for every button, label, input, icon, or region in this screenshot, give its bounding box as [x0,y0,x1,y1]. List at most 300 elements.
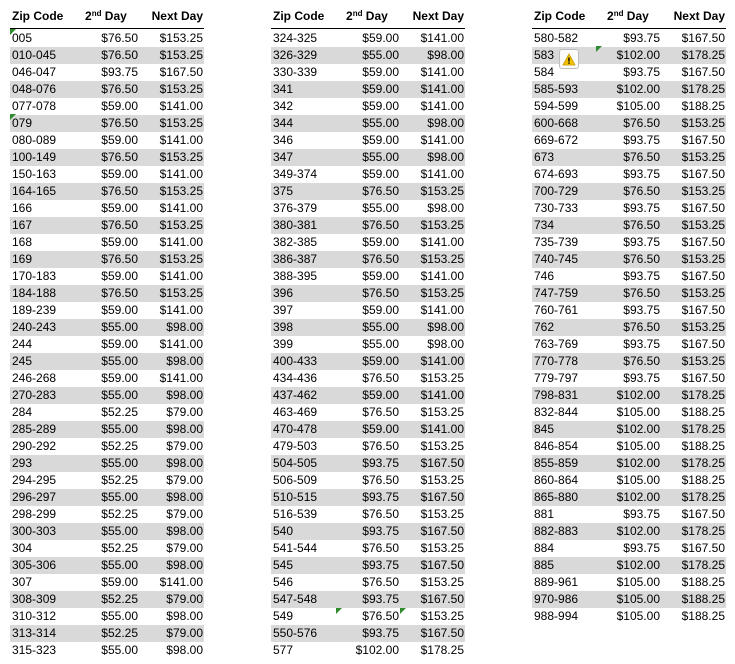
next-day-rate-cell[interactable]: $167.50 [681,507,725,521]
next-day-rate-cell[interactable]: $79.00 [166,405,203,419]
zip-code-cell[interactable]: 580-582 [534,31,579,45]
zip-code-cell[interactable]: 700-729 [534,184,579,198]
table-row[interactable] [532,540,726,557]
zip-code-cell[interactable]: 284 [12,405,33,419]
second-day-rate-cell[interactable]: $76.50 [362,541,399,555]
next-day-rate-cell[interactable]: $153.25 [681,252,725,266]
next-day-rate-cell[interactable]: $98.00 [427,48,464,62]
next-day-rate-cell[interactable]: $141.00 [420,31,464,45]
next-day-rate-cell[interactable]: $178.25 [681,48,725,62]
next-day-rate-cell[interactable]: $98.00 [166,354,203,368]
second-day-rate-cell[interactable]: $59.00 [101,99,138,113]
second-day-rate-cell[interactable]: $76.50 [362,184,399,198]
second-day-rate-cell[interactable]: $55.00 [362,201,399,215]
next-day-rate-cell[interactable]: $98.00 [166,490,203,504]
second-day-rate-cell[interactable]: $76.50 [101,116,138,130]
second-day-rate-cell[interactable]: $76.50 [623,218,660,232]
second-day-rate-cell[interactable]: $55.00 [101,320,138,334]
next-day-rate-cell[interactable]: $141.00 [159,167,203,181]
zip-code-cell[interactable]: 506-509 [273,473,318,487]
next-day-rate-cell[interactable]: $153.25 [681,150,725,164]
next-day-rate-cell[interactable]: $153.25 [420,439,464,453]
table-row[interactable] [10,625,204,642]
table-row[interactable] [271,642,465,659]
table-row[interactable] [271,336,465,353]
second-day-rate-cell[interactable]: $52.25 [101,507,138,521]
second-day-rate-cell[interactable]: $102.00 [616,388,660,402]
second-day-rate-cell[interactable]: $93.75 [623,167,660,181]
table-row[interactable] [10,387,204,404]
table-row[interactable] [10,217,204,234]
table-row[interactable] [532,30,726,47]
table-row[interactable] [10,302,204,319]
second-day-rate-cell[interactable]: $93.75 [362,558,399,572]
zip-code-cell[interactable]: 349-374 [273,167,318,181]
second-day-rate-cell[interactable]: $76.50 [362,609,399,623]
table-row[interactable] [532,234,726,251]
next-day-rate-cell[interactable]: $153.25 [681,286,725,300]
table-row[interactable] [532,98,726,115]
table-row[interactable] [10,166,204,183]
second-day-rate-cell[interactable]: $93.75 [623,541,660,555]
next-day-rate-cell[interactable]: $167.50 [420,524,464,538]
zip-code-cell[interactable]: 463-469 [273,405,318,419]
next-day-rate-cell[interactable]: $79.00 [166,507,203,521]
table-row[interactable] [10,234,204,251]
zip-code-cell[interactable]: 150-163 [12,167,57,181]
second-day-rate-cell[interactable]: $93.75 [623,133,660,147]
second-day-rate-cell[interactable]: $102.00 [616,456,660,470]
table-row[interactable] [271,251,465,268]
next-day-rate-cell[interactable]: $167.50 [420,626,464,640]
zip-code-cell[interactable]: 005 [12,31,33,45]
next-day-rate-cell[interactable]: $153.25 [681,320,725,334]
second-day-rate-cell[interactable]: $52.25 [101,541,138,555]
second-day-rate-cell[interactable]: $55.00 [101,422,138,436]
second-day-rate-cell[interactable]: $59.00 [362,422,399,436]
second-day-rate-cell[interactable]: $76.50 [623,320,660,334]
zip-code-cell[interactable]: 762 [534,320,555,334]
zip-code-cell[interactable]: 346 [273,133,294,147]
comment-indicator-icon[interactable] [336,608,342,614]
next-day-rate-cell[interactable]: $178.25 [681,490,725,504]
next-day-rate-cell[interactable]: $188.25 [681,609,725,623]
table-row[interactable] [271,319,465,336]
table-row[interactable] [271,489,465,506]
next-day-rate-cell[interactable]: $153.25 [420,541,464,555]
next-day-rate-cell[interactable]: $167.50 [681,303,725,317]
table-row[interactable] [10,47,204,64]
zip-code-cell[interactable]: 779-797 [534,371,579,385]
table-row[interactable] [532,472,726,489]
second-day-rate-cell[interactable]: $59.00 [101,303,138,317]
second-day-rate-cell[interactable]: $76.50 [623,184,660,198]
next-day-rate-cell[interactable]: $153.25 [681,354,725,368]
comment-indicator-icon[interactable] [10,29,16,35]
next-day-rate-cell[interactable]: $153.25 [681,184,725,198]
table-row[interactable] [10,115,204,132]
zip-code-cell[interactable]: 740-745 [534,252,579,266]
next-day-rate-cell[interactable]: $98.00 [166,643,203,657]
next-day-rate-cell[interactable]: $153.25 [420,473,464,487]
second-day-rate-cell[interactable]: $105.00 [616,592,660,606]
second-day-rate-cell[interactable]: $59.00 [101,269,138,283]
second-day-rate-cell[interactable]: $59.00 [362,269,399,283]
zip-code-cell[interactable]: 046-047 [12,65,57,79]
second-day-rate-cell[interactable]: $59.00 [101,133,138,147]
zip-code-cell[interactable]: 388-395 [273,269,318,283]
table-row[interactable] [532,370,726,387]
zip-code-cell[interactable]: 747-759 [534,286,579,300]
table-row[interactable] [271,234,465,251]
zip-code-cell[interactable]: 510-515 [273,490,318,504]
second-day-rate-cell[interactable]: $93.75 [623,65,660,79]
zip-code-cell[interactable]: 400-433 [273,354,318,368]
zip-code-cell[interactable]: 884 [534,541,555,555]
table-row[interactable] [10,183,204,200]
table-row[interactable] [271,166,465,183]
second-day-rate-cell[interactable]: $76.50 [101,31,138,45]
table-row[interactable] [10,489,204,506]
second-day-rate-cell[interactable]: $93.75 [623,371,660,385]
next-day-rate-cell[interactable]: $153.25 [159,286,203,300]
next-day-rate-cell[interactable]: $98.00 [166,320,203,334]
table-row[interactable] [532,132,726,149]
second-day-rate-cell[interactable]: $93.75 [362,626,399,640]
zip-code-cell[interactable]: 326-329 [273,48,318,62]
comment-indicator-icon[interactable] [400,608,406,614]
zip-code-cell[interactable]: 600-668 [534,116,579,130]
second-day-rate-cell[interactable]: $76.50 [101,252,138,266]
second-day-rate-cell[interactable]: $105.00 [616,99,660,113]
table-row[interactable] [10,353,204,370]
zip-code-cell[interactable]: 988-994 [534,609,579,623]
table-row[interactable] [532,285,726,302]
next-day-rate-cell[interactable]: $178.25 [681,422,725,436]
table-row[interactable] [271,200,465,217]
table-row[interactable] [271,64,465,81]
second-day-rate-cell[interactable]: $93.75 [623,269,660,283]
zip-code-cell[interactable]: 846-854 [534,439,579,453]
table-row[interactable] [271,591,465,608]
zip-code-cell[interactable]: 549 [273,609,294,623]
zip-code-cell[interactable]: 298-299 [12,507,57,521]
next-day-rate-cell[interactable]: $98.00 [166,524,203,538]
zip-code-cell[interactable]: 300-303 [12,524,57,538]
next-day-rate-cell[interactable]: $98.00 [427,116,464,130]
next-day-rate-cell[interactable]: $153.25 [420,286,464,300]
next-day-rate-cell[interactable]: $79.00 [166,592,203,606]
next-day-rate-cell[interactable]: $141.00 [159,371,203,385]
zip-code-cell[interactable]: 584 [534,65,555,79]
second-day-rate-cell[interactable]: $59.00 [362,235,399,249]
zip-code-cell[interactable]: 516-539 [273,507,318,521]
table-row[interactable] [10,98,204,115]
table-row[interactable] [532,81,726,98]
second-day-rate-cell[interactable]: $55.00 [362,150,399,164]
next-day-rate-cell[interactable]: $141.00 [420,354,464,368]
second-day-rate-cell[interactable]: $52.25 [101,473,138,487]
zip-code-cell[interactable]: 168 [12,235,33,249]
zip-code-cell[interactable]: 305-306 [12,558,57,572]
table-row[interactable] [271,47,465,64]
zip-code-cell[interactable]: 398 [273,320,294,334]
zip-code-cell[interactable]: 304 [12,541,33,555]
next-day-rate-cell[interactable]: $141.00 [420,167,464,181]
next-day-rate-cell[interactable]: $141.00 [420,235,464,249]
second-day-rate-cell[interactable]: $55.00 [362,116,399,130]
zip-code-cell[interactable]: 479-503 [273,439,318,453]
second-day-rate-cell[interactable]: $59.00 [101,575,138,589]
second-day-rate-cell[interactable]: $93.75 [101,65,138,79]
second-day-rate-cell[interactable]: $76.50 [362,218,399,232]
zip-code-cell[interactable]: 735-739 [534,235,579,249]
zip-code-cell[interactable]: 341 [273,82,294,96]
next-day-rate-cell[interactable]: $141.00 [420,133,464,147]
next-day-rate-cell[interactable]: $167.50 [681,235,725,249]
table-row[interactable] [271,81,465,98]
next-day-rate-cell[interactable]: $188.25 [681,575,725,589]
next-day-rate-cell[interactable]: $167.50 [681,65,725,79]
zip-code-cell[interactable]: 010-045 [12,48,57,62]
next-day-rate-cell[interactable]: $188.25 [681,592,725,606]
zip-code-cell[interactable]: 746 [534,269,555,283]
table-row[interactable] [532,387,726,404]
table-row[interactable] [10,336,204,353]
next-day-rate-cell[interactable]: $167.50 [420,558,464,572]
next-day-rate-cell[interactable]: $167.50 [420,456,464,470]
next-day-rate-cell[interactable]: $153.25 [420,218,464,232]
table-row[interactable] [10,319,204,336]
second-day-rate-cell[interactable]: $55.00 [101,558,138,572]
next-day-rate-cell[interactable]: $178.25 [681,82,725,96]
table-row[interactable] [532,574,726,591]
table-row[interactable] [271,625,465,642]
second-day-rate-cell[interactable]: $59.00 [101,201,138,215]
next-day-rate-cell[interactable]: $153.25 [159,150,203,164]
table-row[interactable] [271,404,465,421]
second-day-rate-cell[interactable]: $93.75 [623,235,660,249]
next-day-rate-cell[interactable]: $153.25 [420,609,464,623]
second-day-rate-cell[interactable]: $76.50 [362,439,399,453]
second-day-rate-cell[interactable]: $105.00 [616,473,660,487]
zip-code-cell[interactable]: 290-292 [12,439,57,453]
second-day-rate-cell[interactable]: $52.25 [101,592,138,606]
second-day-rate-cell[interactable]: $59.00 [101,167,138,181]
table-row[interactable] [10,200,204,217]
next-day-rate-cell[interactable]: $153.25 [159,218,203,232]
zip-code-cell[interactable]: 734 [534,218,555,232]
next-day-rate-cell[interactable]: $188.25 [681,99,725,113]
zip-code-cell[interactable]: 169 [12,252,33,266]
table-row[interactable] [10,251,204,268]
second-day-rate-cell[interactable]: $55.00 [101,388,138,402]
table-row[interactable] [532,421,726,438]
table-row[interactable] [532,268,726,285]
second-day-rate-cell[interactable]: $52.25 [101,626,138,640]
table-row[interactable] [532,302,726,319]
table-row[interactable] [532,353,726,370]
second-day-rate-cell[interactable]: $76.50 [623,252,660,266]
zip-code-cell[interactable]: 545 [273,558,294,572]
table-row[interactable] [10,132,204,149]
next-day-rate-cell[interactable]: $79.00 [166,626,203,640]
zip-code-cell[interactable]: 077-078 [12,99,57,113]
second-day-rate-cell[interactable]: $76.50 [101,150,138,164]
table-row[interactable] [10,557,204,574]
zip-code-cell[interactable]: 164-165 [12,184,57,198]
second-day-rate-cell[interactable]: $102.00 [616,48,660,62]
second-day-rate-cell[interactable]: $52.25 [101,439,138,453]
zip-code-cell[interactable]: 583 [534,48,555,62]
second-day-rate-cell[interactable]: $102.00 [355,643,399,657]
next-day-rate-cell[interactable]: $141.00 [420,99,464,113]
zip-code-cell[interactable]: 285-289 [12,422,57,436]
table-row[interactable] [532,200,726,217]
next-day-rate-cell[interactable]: $141.00 [159,303,203,317]
second-day-rate-cell[interactable]: $55.00 [101,354,138,368]
next-day-rate-cell[interactable]: $153.25 [420,507,464,521]
next-day-rate-cell[interactable]: $167.50 [420,592,464,606]
second-day-rate-cell[interactable]: $59.00 [362,99,399,113]
second-day-rate-cell[interactable]: $55.00 [362,337,399,351]
next-day-rate-cell[interactable]: $167.50 [681,371,725,385]
zip-code-cell[interactable]: 970-986 [534,592,579,606]
table-row[interactable] [532,557,726,574]
table-row[interactable] [532,608,726,625]
table-row[interactable] [271,30,465,47]
zip-code-cell[interactable]: 770-778 [534,354,579,368]
zip-code-cell[interactable]: 344 [273,116,294,130]
table-row[interactable] [271,506,465,523]
zip-code-cell[interactable]: 845 [534,422,555,436]
next-day-rate-cell[interactable]: $141.00 [420,422,464,436]
table-row[interactable] [532,183,726,200]
second-day-rate-cell[interactable]: $59.00 [362,133,399,147]
zip-code-cell[interactable]: 347 [273,150,294,164]
next-day-rate-cell[interactable]: $98.00 [166,609,203,623]
next-day-rate-cell[interactable]: $167.50 [681,337,725,351]
second-day-rate-cell[interactable]: $76.50 [362,371,399,385]
next-day-rate-cell[interactable]: $188.25 [681,439,725,453]
table-row[interactable] [532,166,726,183]
next-day-rate-cell[interactable]: $153.25 [420,184,464,198]
table-row[interactable] [271,523,465,540]
table-row[interactable] [271,557,465,574]
next-day-rate-cell[interactable]: $178.25 [681,456,725,470]
zip-code-cell[interactable]: 313-314 [12,626,57,640]
table-row[interactable] [271,149,465,166]
table-row[interactable] [271,353,465,370]
next-day-rate-cell[interactable]: $167.50 [681,31,725,45]
table-row[interactable] [10,472,204,489]
second-day-rate-cell[interactable]: $105.00 [616,609,660,623]
zip-code-cell[interactable]: 669-672 [534,133,579,147]
next-day-rate-cell[interactable]: $141.00 [159,133,203,147]
zip-code-cell[interactable]: 244 [12,337,33,351]
second-day-rate-cell[interactable]: $76.50 [623,116,660,130]
table-row[interactable] [10,591,204,608]
second-day-rate-cell[interactable]: $59.00 [362,65,399,79]
zip-code-cell[interactable]: 310-312 [12,609,57,623]
next-day-rate-cell[interactable]: $178.25 [681,388,725,402]
zip-code-cell[interactable]: 860-864 [534,473,579,487]
warning-icon[interactable] [559,49,579,69]
zip-code-cell[interactable]: 375 [273,184,294,198]
zip-code-cell[interactable]: 541-544 [273,541,318,555]
zip-code-cell[interactable]: 100-149 [12,150,57,164]
zip-code-cell[interactable]: 380-381 [273,218,318,232]
second-day-rate-cell[interactable]: $76.50 [362,405,399,419]
zip-code-cell[interactable]: 382-385 [273,235,318,249]
zip-code-cell[interactable]: 882-883 [534,524,579,538]
second-day-rate-cell[interactable]: $76.50 [101,48,138,62]
next-day-rate-cell[interactable]: $153.25 [159,252,203,266]
second-day-rate-cell[interactable]: $76.50 [623,354,660,368]
next-day-rate-cell[interactable]: $98.00 [166,456,203,470]
table-row[interactable] [10,438,204,455]
next-day-rate-cell[interactable]: $153.25 [159,31,203,45]
table-row[interactable] [10,421,204,438]
zip-code-cell[interactable]: 550-576 [273,626,318,640]
next-day-rate-cell[interactable]: $167.50 [681,201,725,215]
table-row[interactable] [532,404,726,421]
second-day-rate-cell[interactable]: $59.00 [101,371,138,385]
table-row[interactable] [532,438,726,455]
second-day-rate-cell[interactable]: $55.00 [362,320,399,334]
next-day-rate-cell[interactable]: $98.00 [427,337,464,351]
table-row[interactable] [532,217,726,234]
zip-code-cell[interactable]: 674-693 [534,167,579,181]
table-row[interactable] [10,30,204,47]
zip-code-cell[interactable]: 594-599 [534,99,579,113]
second-day-rate-cell[interactable]: $105.00 [616,405,660,419]
table-row[interactable] [271,540,465,557]
zip-code-cell[interactable]: 184-188 [12,286,57,300]
second-day-rate-cell[interactable]: $55.00 [101,456,138,470]
zip-code-cell[interactable]: 396 [273,286,294,300]
zip-code-cell[interactable]: 307 [12,575,33,589]
table-row[interactable] [532,506,726,523]
second-day-rate-cell[interactable]: $93.75 [623,337,660,351]
zip-code-cell[interactable]: 397 [273,303,294,317]
second-day-rate-cell[interactable]: $93.75 [623,31,660,45]
table-row[interactable] [271,438,465,455]
zip-code-cell[interactable]: 504-505 [273,456,318,470]
next-day-rate-cell[interactable]: $167.50 [681,133,725,147]
next-day-rate-cell[interactable]: $153.25 [681,218,725,232]
table-row[interactable] [532,251,726,268]
zip-code-cell[interactable]: 546 [273,575,294,589]
table-row[interactable] [10,370,204,387]
table-row[interactable] [271,370,465,387]
second-day-rate-cell[interactable]: $105.00 [616,439,660,453]
table-row[interactable] [271,302,465,319]
second-day-rate-cell[interactable]: $93.75 [623,201,660,215]
second-day-rate-cell[interactable]: $59.00 [362,388,399,402]
table-row[interactable] [10,540,204,557]
second-day-rate-cell[interactable]: $59.00 [362,354,399,368]
second-day-rate-cell[interactable]: $76.50 [362,507,399,521]
second-day-rate-cell[interactable]: $55.00 [101,490,138,504]
zip-code-cell[interactable]: 585-593 [534,82,579,96]
second-day-rate-cell[interactable]: $59.00 [362,167,399,181]
table-row[interactable] [532,455,726,472]
zip-code-cell[interactable]: 889-961 [534,575,579,589]
next-day-rate-cell[interactable]: $98.00 [427,320,464,334]
next-day-rate-cell[interactable]: $167.50 [681,541,725,555]
table-row[interactable] [10,574,204,591]
